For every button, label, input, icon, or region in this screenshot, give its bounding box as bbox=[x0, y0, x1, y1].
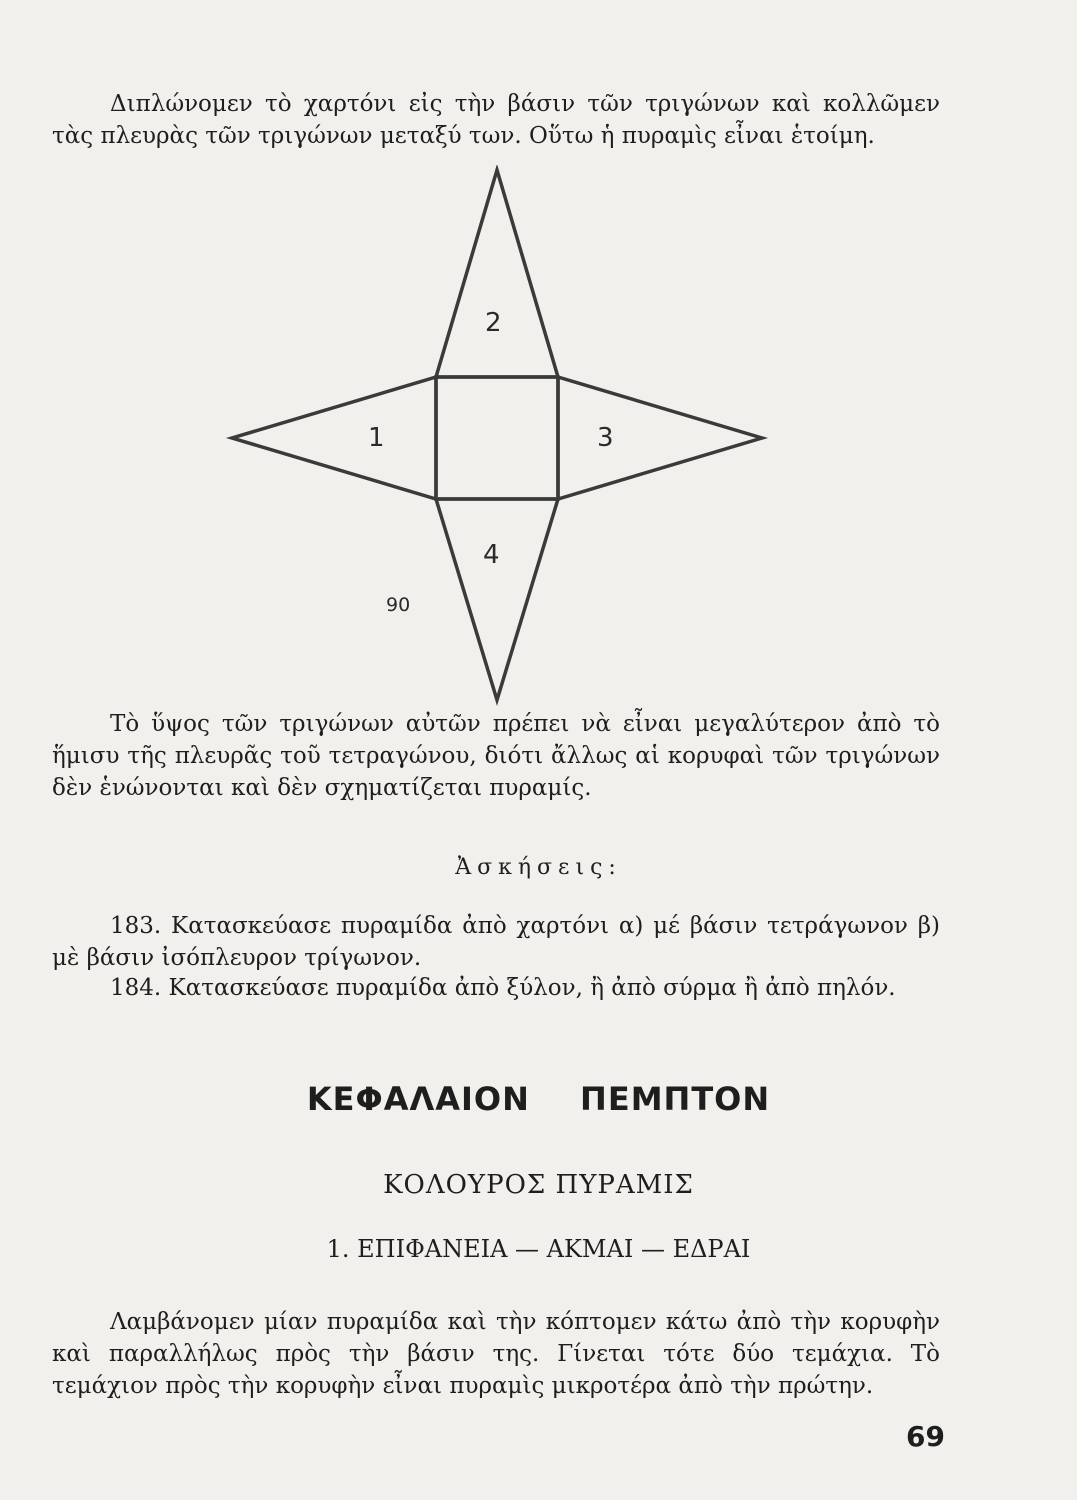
net-triangle-right bbox=[558, 377, 762, 499]
paragraph-truncated-pyramid: Λαμβάνομεν μίαν πυραμίδα καὶ τὴν κόπτομεν κάτω ἀπὸ τὴν κορυφὴν καὶ παραλλήλως πρὸς τὴν βάσιν της. Γίνεται τότε δύο τεμάχια. Τὸ τεμάχιον πρὸς τὴν κορυφὴν εἶναι πυραμὶς μικροτέρα ἀπὸ τὴν πρώτην. bbox=[52, 1309, 940, 1399]
net-triangle-bottom bbox=[436, 499, 558, 700]
net-triangle-left bbox=[232, 377, 436, 499]
pyramid-net-figure bbox=[220, 165, 780, 710]
net-label-2: 2 bbox=[485, 308, 502, 338]
net-label-1: 1 bbox=[368, 423, 385, 453]
paragraph-height-note: Τὸ ὕψος τῶν τριγώνων αὐτῶν πρέπει νὰ εἶναι μεγαλύτερον ἀπὸ τὸ ἥμισυ τῆς πλευρᾶς τοῦ τετραγώνου, διότι ἄλλως αἱ κορυφαὶ τῶν τριγώνων δὲν ἑνώνονται καὶ δὲν σχηματίζεται πυραμίς. bbox=[52, 711, 940, 801]
exercises-heading: Ἀσκήσεις: bbox=[455, 855, 622, 880]
net-label-3: 3 bbox=[597, 423, 614, 453]
page-number: 69 bbox=[906, 1420, 945, 1453]
exercise-183: 183. Κατασκεύασε πυραμίδα ἀπὸ χαρτόνι α) μέ βάσιν τετράγωνον β) μὲ βάσιν ἰσόπλευρον τρίγωνον. bbox=[52, 913, 940, 971]
net-square-base bbox=[436, 377, 558, 499]
figure-number: 90 bbox=[386, 594, 411, 616]
exercise-184: 184. Κατασκεύασε πυραμίδα ἀπὸ ξύλον, ἢ ἀπὸ σύρμα ἢ ἀπὸ πηλόν. bbox=[110, 975, 896, 1001]
paragraph-folding-instructions: Διπλώνομεν τὸ χαρτόνι εἰς τὴν βάσιν τῶν τριγώνων καὶ κολλῶμεν τὰς πλευρὰς τῶν τριγώνων μεταξύ των. Οὕτω ἡ πυραμὶς εἶναι ἑτοίμη. bbox=[52, 91, 940, 149]
chapter-title: ΚΕΦΑΛΑΙΟΝ ΠΕΜΠΤΟΝ bbox=[306, 1080, 771, 1118]
subsection-title: 1. ΕΠΙΦΑΝΕΙΑ — ΑΚΜΑΙ — ΕΔΡΑΙ bbox=[326, 1235, 751, 1263]
section-title: ΚΟΛΟΥΡΟΣ ΠΥΡΑΜΙΣ bbox=[383, 1170, 694, 1200]
net-triangle-top bbox=[436, 170, 558, 377]
net-label-4: 4 bbox=[483, 540, 500, 570]
